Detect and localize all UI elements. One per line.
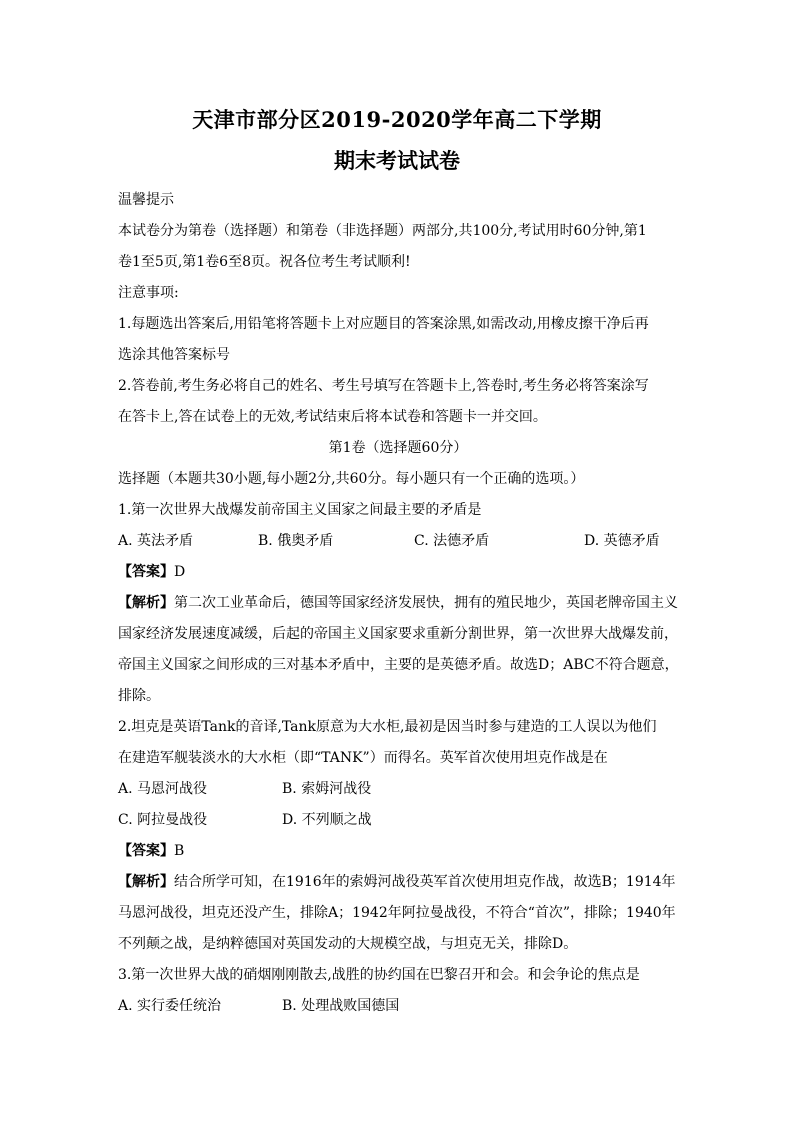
analysis-text: 结合所学可知，在1916年的索姆河战役英军首次使用坦克作战，故选B；1914年 xyxy=(174,874,676,890)
question-3-options xyxy=(118,991,678,1022)
question-2-answer xyxy=(118,836,678,867)
exam-body xyxy=(118,185,678,1022)
answer-value: D xyxy=(174,564,186,580)
q3-option-a: A. 实行委任统治 xyxy=(118,998,222,1014)
analysis-text: 第二次工业革命后，德国等国家经济发展快，拥有的殖民地少，英国老牌帝国主义 xyxy=(174,595,678,611)
answer-value: B xyxy=(174,843,185,859)
question-3-stem: 3.第一次世界大战的硝烟刚刚散去,战胜的协约国在巴黎召开和会。和会争论的焦点是 xyxy=(118,967,640,983)
analysis-tag: 【解析】 xyxy=(118,595,174,611)
question-2-stem: 2.坦克是英语Tank的音译,Tank原意为大水柜,最初是因当时参与建造的工人误以为他们 xyxy=(118,719,657,735)
section-instructions: 选择题（本题共30小题,每小题2分,共60分。每小题只有一个正确的选项。） xyxy=(118,471,585,487)
q1-option-a: A. 英法矛盾 xyxy=(118,533,194,549)
q2-option-d: D. 不列顺之战 xyxy=(282,812,372,828)
question-2-options-row2 xyxy=(118,805,678,836)
q2-option-a: A. 马恩河战役 xyxy=(118,781,208,797)
q3-option-b: B. 处理战败国德国 xyxy=(282,998,400,1014)
notes-heading: 注意事项: xyxy=(118,285,179,301)
q1-option-d: D. 英德矛盾 xyxy=(584,533,660,549)
note-1: 1.每题选出答案后,用铅笔将答题卡上对应题目的答案涂黑,如需改动,用橡皮擦干净后再 xyxy=(118,316,649,332)
note-2: 2.答卷前,考生务必将自己的姓名、考生号填写在答题卡上,答卷时,考生务必将答案涂写 xyxy=(118,378,649,394)
answer-tag: 【答案】 xyxy=(118,564,174,580)
note-1: 选涂其他答案标号 xyxy=(118,347,230,363)
question-2-options-row1 xyxy=(118,774,678,805)
question-1-analysis xyxy=(118,588,678,619)
exam-title-line2: 期末考试试卷 xyxy=(334,148,460,173)
note-2: 在答卡上,答在试卷上的无效,考试结束后将本试卷和答题卡一并交回。 xyxy=(118,409,547,425)
question-2-stem: 在建造军舰装淡水的大水柜（即“TANK”）而得名。英军首次使用坦克作战是在 xyxy=(118,750,608,766)
answer-tag: 【答案】 xyxy=(118,843,174,859)
intro-text: 本试卷分为第卷（选择题）和第卷（非选择题）两部分,共100分,考试用时60分钟,第1 xyxy=(118,223,647,239)
analysis-tag: 【解析】 xyxy=(118,874,174,890)
analysis-text: 帝国主义国家之间形成的三对基本矛盾中，主要的是英德矛盾。故选D；ABC不符合题意， xyxy=(118,657,679,673)
question-1-stem: 1.第一次世界大战爆发前帝国主义国家之间最主要的矛盾是 xyxy=(118,502,482,518)
analysis-text: 马恩河战役，坦克还没产生，排除A；1942年阿拉曼战役，不符合“首次”，排除；1940年 xyxy=(118,905,676,921)
q1-option-b: B. 俄奥矛盾 xyxy=(258,533,334,549)
analysis-text: 国家经济发展速度减缓，后起的帝国主义国家要求重新分割世界，第一次世界大战爆发前， xyxy=(118,626,678,642)
intro-text: 卷1至5页,第1卷6至8页。祝各位考生考试顺利! xyxy=(118,254,411,270)
section-title: 第1卷（选择题60分） xyxy=(328,440,468,456)
intro-heading: 温馨提示 xyxy=(118,192,174,208)
question-1-answer xyxy=(118,557,678,588)
exam-title-line1: 天津市部分区2019-2020学年高二下学期 xyxy=(192,107,602,132)
q2-option-b: B. 索姆河战役 xyxy=(282,781,372,797)
question-1-options xyxy=(118,526,678,557)
analysis-text: 排除。 xyxy=(118,688,160,704)
question-2-analysis xyxy=(118,867,678,898)
analysis-text: 不列颠之战，是纳粹德国对英国发动的大规模空战，与坦克无关，排除D。 xyxy=(118,936,578,952)
q1-option-c: C. 法德矛盾 xyxy=(414,533,490,549)
q2-option-c: C. 阿拉曼战役 xyxy=(118,812,208,828)
